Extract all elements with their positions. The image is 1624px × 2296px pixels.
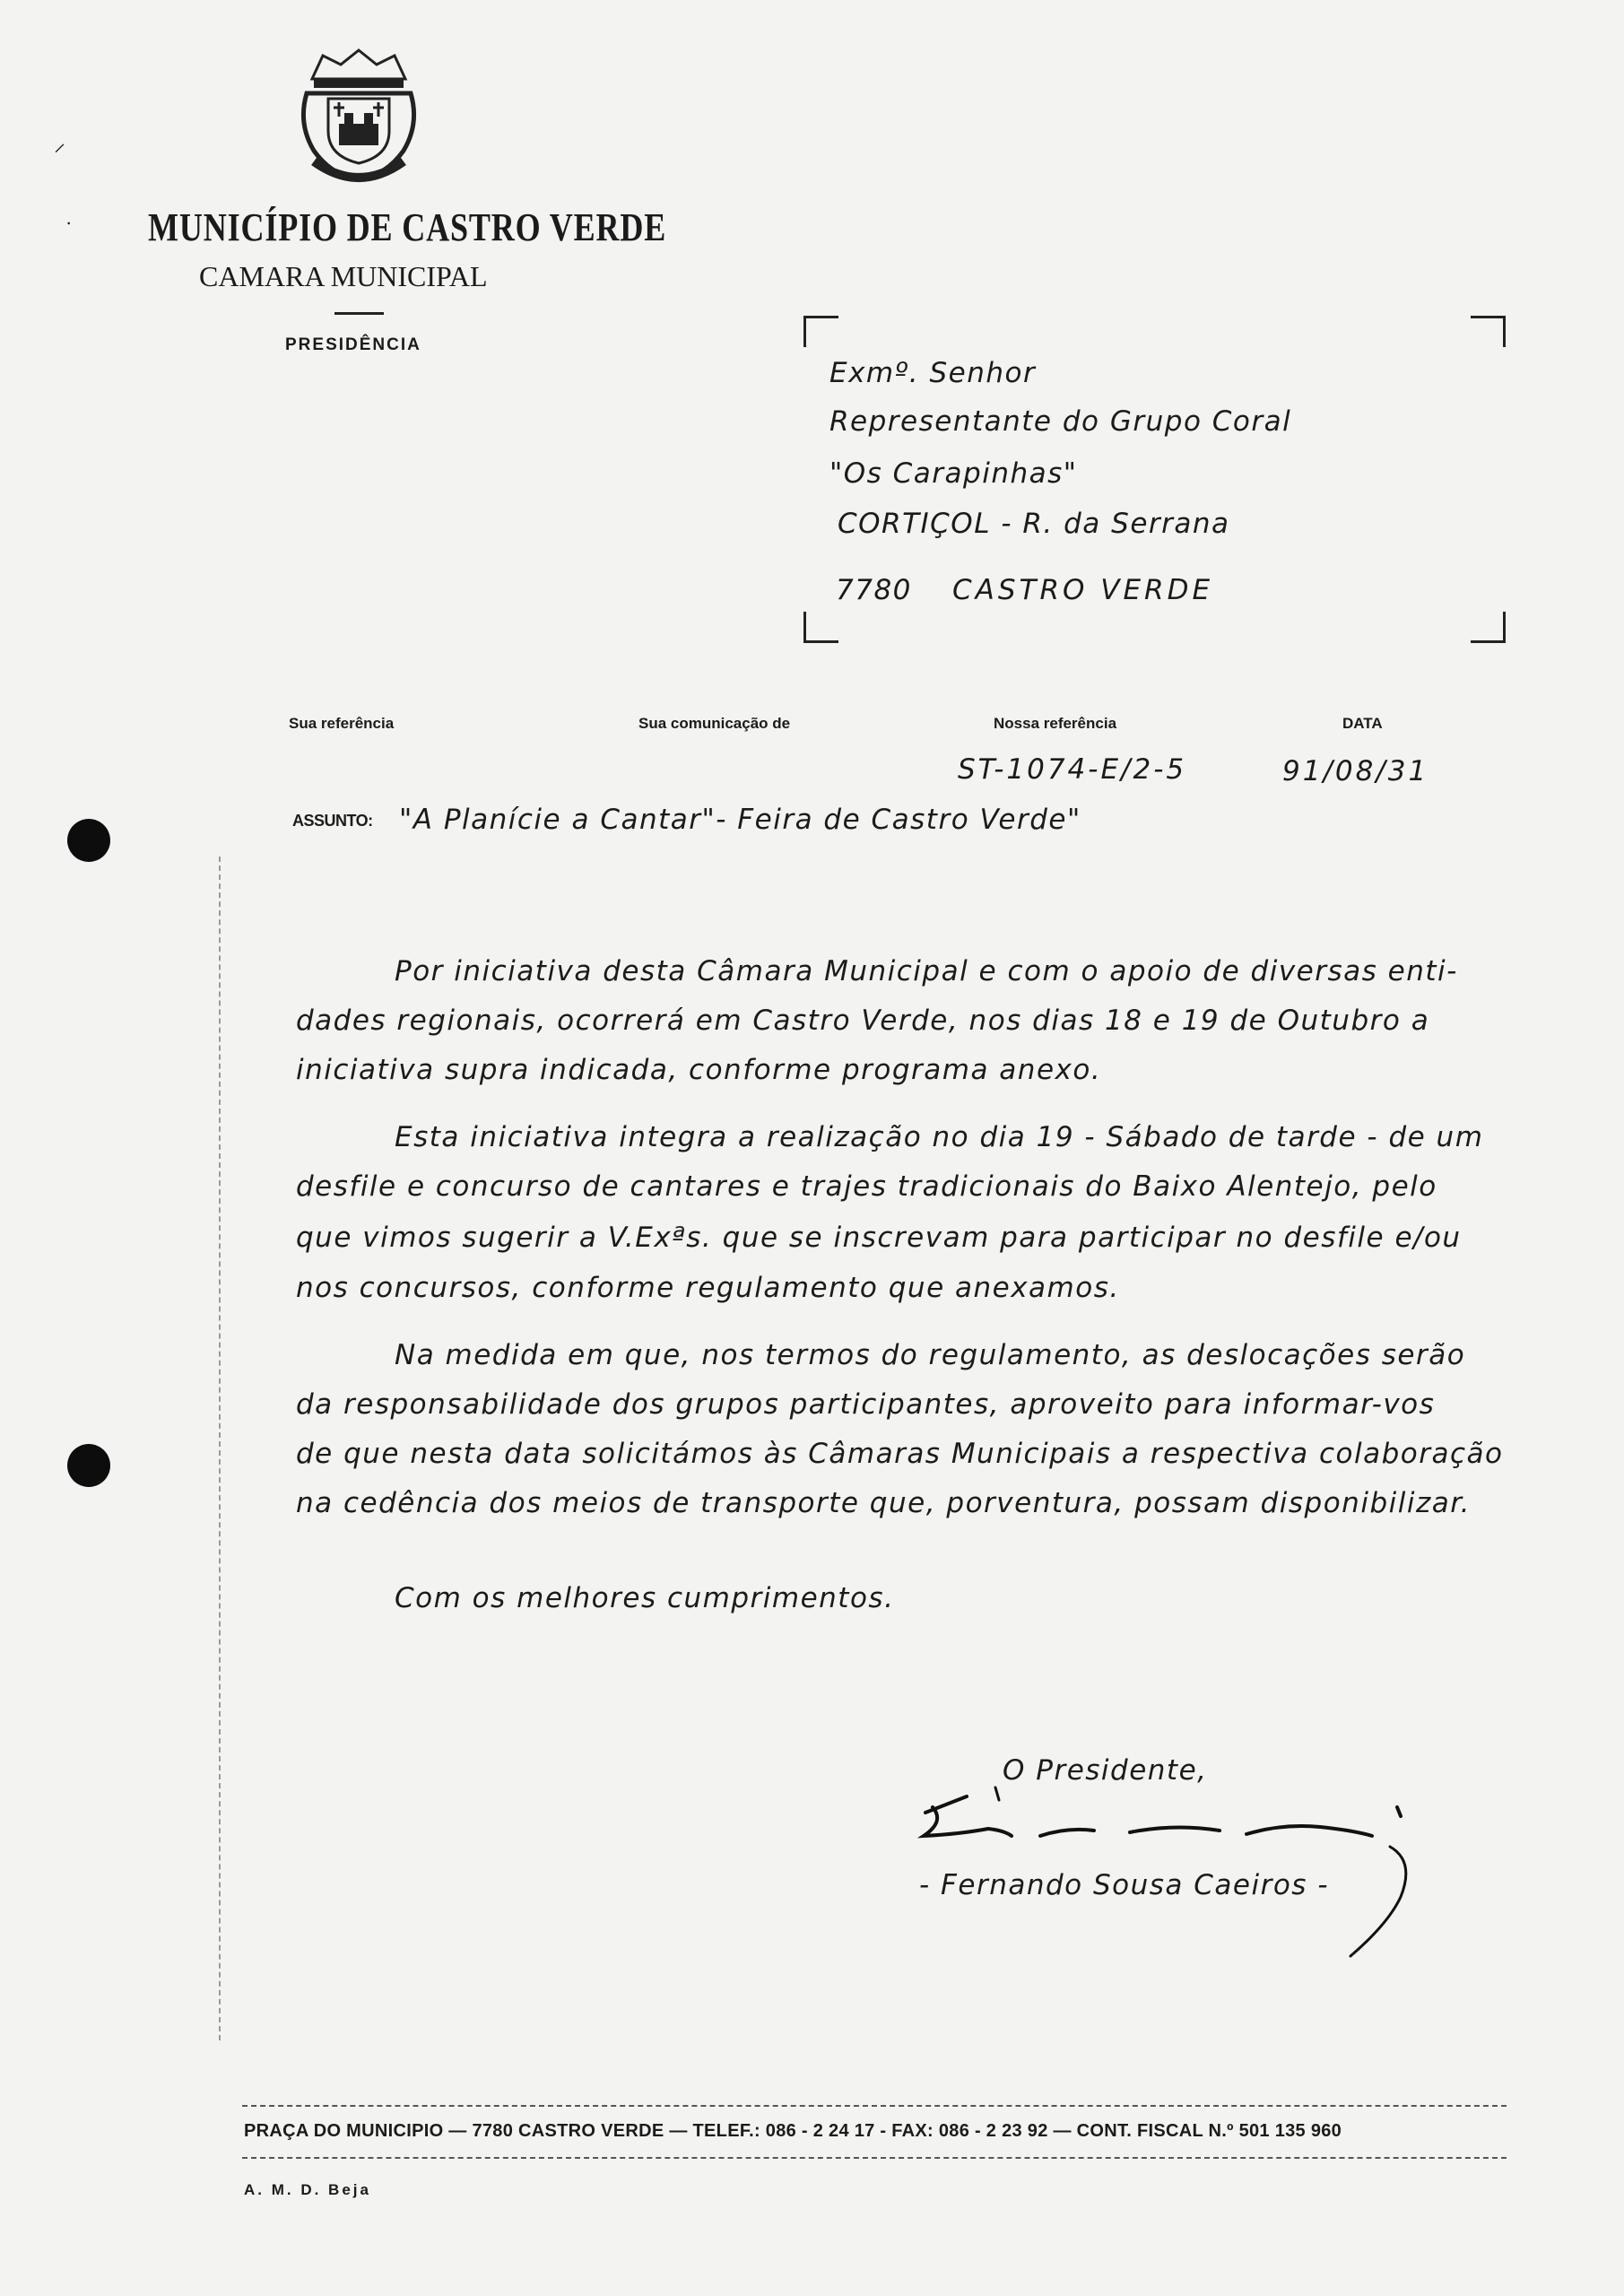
subject-label: ASSUNTO: — [292, 812, 373, 830]
body-line: iniciativa supra indicada, conforme programa anexo. — [296, 1054, 1102, 1086]
address-window-corner — [803, 612, 838, 643]
recipient-city: CASTRO VERDE — [952, 574, 1214, 606]
recipient-role: Representante do Grupo Coral — [829, 405, 1292, 438]
body-line: Esta iniciativa integra a realização no dia 19 - Sábado de tarde - de um — [395, 1121, 1484, 1153]
body-line: da responsabilidade dos grupos participantes, aproveito para informar-vos — [296, 1388, 1436, 1421]
body-line: Por iniciativa desta Câmara Municipal e com o apoio de diversas enti- — [395, 955, 1458, 987]
body-line: Na medida em que, nos termos do regulamento, as deslocações serão — [395, 1339, 1466, 1371]
our-reference-label: Nossa referência — [994, 715, 1117, 732]
punch-hole — [67, 1444, 110, 1487]
closing-line: Com os melhores cumprimentos. — [395, 1582, 895, 1614]
recipient-group: "Os Carapinhas" — [829, 457, 1078, 490]
punch-hole — [67, 819, 110, 862]
footer-divider — [242, 2157, 1507, 2159]
address-window-corner — [1471, 316, 1506, 347]
your-reference-label: Sua referência — [289, 715, 395, 732]
address-window-corner — [1471, 612, 1506, 643]
recipient-salutation: Exmº. Senhor — [829, 357, 1037, 389]
body-line: desfile e concurso de cantares e trajes tradicionais do Baixo Alentejo, pelo — [296, 1170, 1437, 1203]
address-window-corner — [803, 316, 838, 347]
our-reference-value: ST-1074-E/2-5 — [958, 753, 1187, 786]
header-divider — [334, 312, 384, 315]
footer-divider — [242, 2105, 1507, 2107]
coat-of-arms-logo — [287, 43, 430, 196]
pen-mark: ⸳ — [66, 210, 72, 231]
pen-mark: ⸝ — [54, 130, 66, 157]
printer-mark: A. M. D. Beja — [244, 2181, 371, 2198]
body-line: que vimos sugerir a V.Exªs. que se inscrevam para participar no desfile e/ou — [296, 1222, 1462, 1254]
department-label: PRESIDÊNCIA — [285, 335, 421, 354]
signatory-name: - Fernando Sousa Caeiros - — [919, 1869, 1330, 1901]
signoff-title: O Presidente, — [1003, 1754, 1208, 1787]
recipient-street: CORTIÇOL - R. da Serrana — [838, 508, 1230, 540]
council-name: CAMARA MUNICIPAL — [199, 260, 488, 292]
margin-fold-line — [219, 857, 221, 2040]
body-line: nos concursos, conforme regulamento que anexamos. — [296, 1272, 1120, 1304]
date-label: DATA — [1342, 715, 1383, 732]
subject-text: "A Planície a Cantar"- Feira de Castro Verde" — [399, 804, 1081, 836]
municipality-name: MUNICÍPIO DE CASTRO VERDE — [148, 205, 667, 249]
body-line: dades regionais, ocorrerá em Castro Verde, nos dias 18 e 19 de Outubro a — [296, 1004, 1430, 1037]
your-communication-label: Sua comunicação de — [638, 715, 791, 732]
body-line: de que nesta data solicitámos às Câmaras Municipais a respectiva colaboração — [296, 1438, 1504, 1470]
body-line: na cedência dos meios de transporte que, porventura, possam disponibilizar. — [296, 1487, 1471, 1519]
footer-address: PRAÇA DO MUNICIPIO — 7780 CASTRO VERDE — TELEF.: 086 - 2 24 17 - FAX: 086 - 2 23 92 — CONT. FISCAL N.º 501 135 960 — [244, 2121, 1342, 2141]
recipient-postal-code: 7780 — [836, 574, 912, 606]
date-value: 91/08/31 — [1282, 755, 1429, 787]
